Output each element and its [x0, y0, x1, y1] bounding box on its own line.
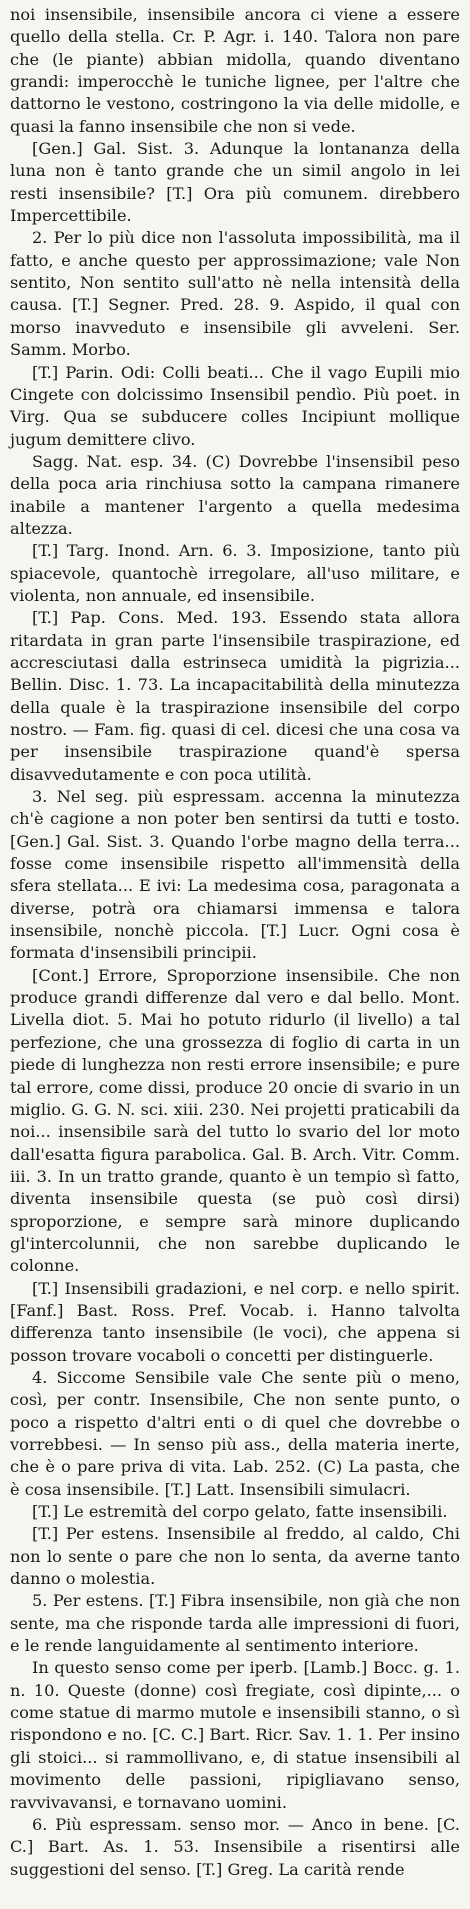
entry-paragraph: [T.] Pap. Cons. Med. 193. Essendo stata allora ritardata in gran parte l'insensibile traspirazione, ed accresciutasi dalla estrinseca umidità la pigrizia... Bellin. Disc. 1. 73. La incapacitabilità della minutezza della quale è la traspirazione insensibile del corpo nostro. — Fam. fig. quasi di cel. dicesi che una cosa va per insensibile traspirazione quand'è spersa disavvedutamente e con poca utilità.: [10, 608, 460, 784]
entry-paragraph: noi insensibile, insensibile ancora ci viene a essere quello della stella. Cr. P. Agr. i. 140. Talora non pare che (le piante) abbian midolla, quando diventano grandi: imperocchè le tuniche lignee, per l'altre che dattorno le vestono, costringono la via delle midolle, e quasi la fanno insensibile che non si vede.: [10, 5, 460, 136]
entry-paragraph: [T.] Le estremità del corpo gelato, fatte insensibili.: [32, 1502, 448, 1522]
entry-paragraph: [T.] Insensibili gradazioni, e nel corp. e nello spirit. [Fanf.] Bast. Ross. Pref. Vocab. i. Hanno talvolta differenza tanto insensibile (le voci), che appena si posson trovare vocaboli o concetti per distinguerle.: [10, 1278, 460, 1365]
entry-paragraph: 2. Per lo più dice non l'assoluta impossibilità, ma il fatto, e anche questo per approssimazione; vale Non sentito, Non sentito sull'atto nè nella intensità della causa. [T.] Segner. Pred. 28. 9. Aspido, il qual con morso inavveduto e insensibile gli avveleni. Ser. Samm. Morbo.: [10, 228, 460, 360]
entry-paragraph: Sagg. Nat. esp. 34. (C) Dovrebbe l'insensibil peso della poca aria rinchiusa sotto la campana rimanere inabile a mantener l'argento a quella medesima altezza.: [10, 451, 460, 538]
entry-paragraph: [Gen.] Gal. Sist. 3. Adunque la lontananza della luna non è tanto grande che un simil angolo in lei resti insensibile? [T.] Ora più comunem. direbbero Impercettibile.: [10, 139, 460, 226]
entry-paragraph: [T.] Targ. Inond. Arn. 6. 3. Imposizione, tanto più spiacevole, quantochè irregolare, all'uso militare, e violenta, non annuale, ed insensibile.: [10, 541, 460, 605]
entry-paragraph: 3. Nel seg. più espressam. accenna la minutezza ch'è cagione a non poter ben sentirsi da tutti e tosto. [Gen.] Gal. Sist. 3. Quando l'orbe magno della terra... fosse come insensibile rispetto all'immensità della sfera stellata... E ivi: La medesima cosa, paragonata a diverse, potrà ora chiamarsi immensa e talora insensibile, nonchè piccola. [T.] Lucr. Ogni cosa è formata d'insensibili principii.: [10, 787, 460, 963]
entry-paragraph: [T.] Parin. Odi: Colli beati... Che il vago Eupili mio Cingete con dolcissimo Insensibil pendìo. Più poet. in Virg. Qua se subducere colles Incipiunt mollique jugum demittere clivo.: [10, 362, 460, 449]
entry-paragraph: [Cont.] Errore, Sproporzione insensibile. Che non produce grandi differenze dal vero e dal bello. Mont. Livella diot. 5. Mai ho potuto ridurlo (il livello) a tal perfezione, che una grossezza di foglio di carta in un piede di lunghezza non resti errore insensibile; e pure tal errore, come dissi, produce 20 oncie di svario in un miglio. G. G. N. sci. xiii. 230. Nei projetti praticabili da noi... insensibile sarà del tutto lo svario del lor moto dall'esatta figura parabolica. Gal. B. Arch. Vitr. Comm. iii. 3. In un tratto grande, quanto è un tempio sì fatto, diventa insensibile questa (se può così dirsi) sproporzione, e sempre sarà minore duplicando gl'intercolunnii, che non sarebbe duplicando le colonne.: [10, 965, 460, 1276]
entry-paragraph: 6. Più espressam. senso mor. — Anco in bene. [C. C.] Bart. As. 1. 53. Insensibile a risentirsi alle suggestioni del senso. [T.] Greg. La carità rende: [10, 1814, 460, 1879]
entry-paragraph: [T.] Per estens. Insensibile al freddo, al caldo, Chi non lo sente o pare che non lo senta, da averne tanto danno o molestia.: [10, 1524, 460, 1589]
entry-paragraph: 5. Per estens. [T.] Fibra insensibile, non già che non sente, ma che risponde tarda alle impressioni di fuori, e le rende languidamente al sentimento interiore.: [10, 1591, 460, 1656]
entry-paragraph: 4. Siccome Sensibile vale Che sente più o meno, così, per contr. Insensibile, Che non sente punto, o poco a rispetto d'altri enti o di quel che dovrebbe o vorrebbesi. — In senso più ass., della materia inerte, che è o pare priva di vita. Lab. 252. (C) La pasta, che è cosa insensibile. [T.] Latt. Insensibili simulacri.: [10, 1367, 460, 1499]
entry-paragraph: In questo senso come per iperb. [Lamb.] Bocc. g. 1. n. 10. Queste (donne) così fregiate, così dipinte,... o come statue di marmo mutole e insensibili stanno, o sì rispondono e no. [C. C.] Bart. Ricr. Sav. 1. 1. Per insino gli stoici... si rammollivano, e, di statue insensibili al movimento delle passioni, ripigliavano senso, ravvivavansi, e tornavano uomini.: [10, 1658, 460, 1812]
